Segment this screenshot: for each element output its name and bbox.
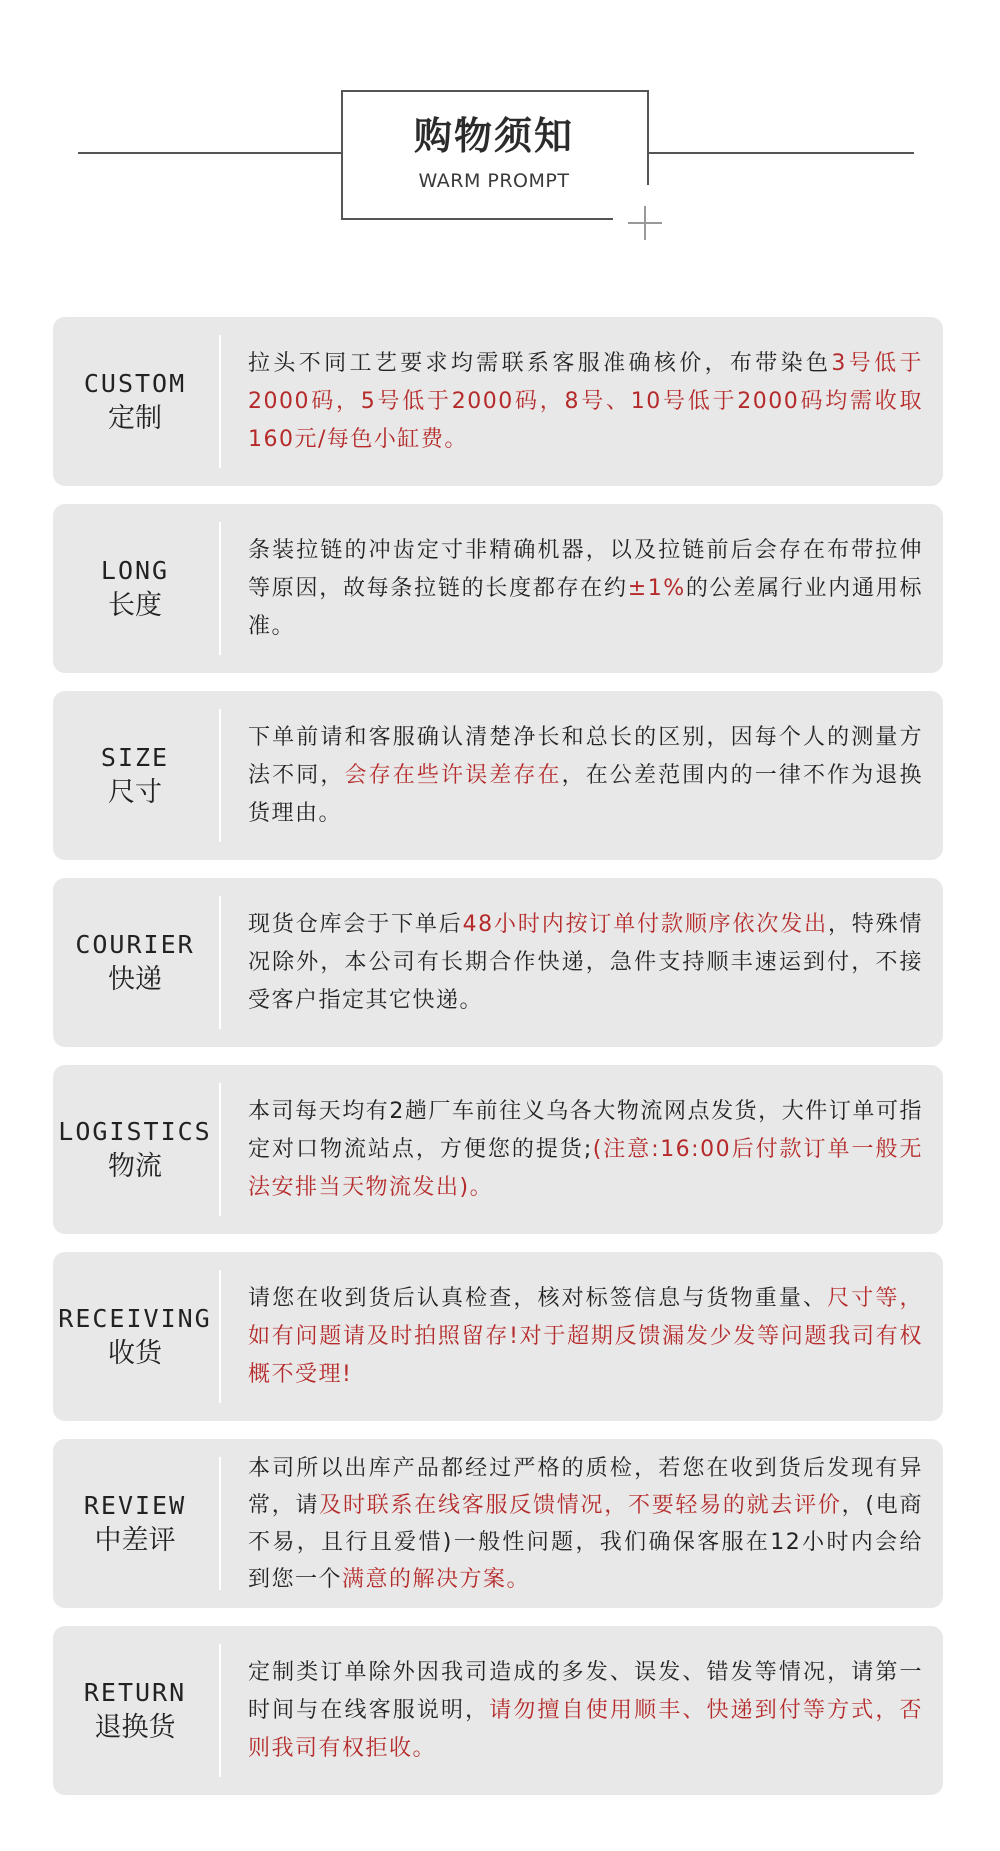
card-text [248,906,923,1020]
highlight-text: 请勿擅自使用顺丰、快递到付等方式，否则我司有权拒收。 [248,1697,923,1761]
card-label-en: SIZE [100,742,170,772]
card-label-zh: 收货 [108,1337,162,1369]
highlight-text: 会存在些许误差存在 [344,762,562,788]
notice-card-return [53,1626,943,1795]
body-text: ，特殊情况除外，本公司有长期合作快递，急件支持顺丰速运到付，不接受客户指定其它快递。 [248,911,923,1013]
card-text [248,532,923,646]
body-text: 条装拉链的冲齿定寸非精确机器，以及拉链前后会存在布带拉伸等原因，故每条拉链的长度都存在约 [248,537,923,601]
notice-card-courier [53,878,943,1047]
highlight-text: 及时联系在线客服反馈情况，不要轻易的就去评价 [319,1492,842,1518]
card-text [248,1654,923,1768]
card-label-en: RETURN [83,1677,187,1707]
card-label-zh: 尺寸 [108,776,162,808]
header-divider-right [648,152,914,154]
highlight-text: 3号低于2000码，5号低于2000码，8号、10号低于2000码均需收取160元/每色小缸费。 [248,350,923,452]
card-label-zh: 长度 [108,589,162,621]
page-subtitle: WARM PROMPT [418,170,570,192]
highlight-text: 尺寸等，如有问题请及时拍照留存!对于超期反馈漏发少发等问题我司有权概不受理! [248,1285,923,1387]
card-label-zh: 退换货 [94,1711,176,1743]
card-label-en: RECEIVING [58,1303,212,1333]
card-label-en: CUSTOM [83,368,187,398]
notice-card-logistics [53,1065,943,1234]
card-divider [219,896,221,1029]
card-text [248,1093,923,1207]
card-text [248,345,923,459]
card-label-en: REVIEW [83,1490,187,1520]
card-label-en: LONG [100,555,170,585]
body-text: 本司所以出库产品都经过严格的质检，若您在收到货后发现有异常，请 [248,1455,923,1518]
card-text [248,1280,923,1394]
body-text: 请您在收到货后认真检查，核对标签信息与货物重量、 [248,1285,828,1311]
card-divider [219,1457,221,1590]
body-text: 本司每天均有2趟厂车前往义乌各大物流网点发货，大件订单可指定对口物流站点，方便您的提货; [248,1098,923,1162]
highlight-text: 满意的解决方案。 [342,1566,531,1592]
card-divider [219,1083,221,1216]
body-text: ，(电商不易，且行且爱惜)一般性问题，我们确保客服在12小时内会给到您一个 [248,1492,923,1592]
card-text [248,1450,923,1598]
card-label-en: LOGISTICS [58,1116,212,1146]
highlight-text: ±1% [627,575,686,601]
body-text: 拉头不同工艺要求均需联系客服准确核价，布带染色 [248,350,832,376]
card-label-zh: 物流 [108,1150,162,1182]
card-label-zh: 定制 [108,402,162,434]
card-divider [219,1644,221,1777]
notice-card-review [53,1439,943,1608]
highlight-text: 48小时内按订单付款顺序依次发出 [462,911,828,937]
card-label-zh: 快递 [108,963,162,995]
notice-card-size [53,691,943,860]
header-divider-left [78,152,342,154]
page-title: 购物须知 [413,114,574,158]
body-text: 下单前请和客服确认清楚净长和总长的区别，因每个人的测量方法不同， [248,724,923,788]
card-divider [219,522,221,655]
card-text [248,719,923,833]
body-text: 的公差属行业内通用标准。 [248,575,923,639]
notice-card-receiving [53,1252,943,1421]
highlight-text: (注意:16:00后付款订单一般无法安排当天物流发出)。 [248,1136,923,1200]
card-divider [219,335,221,468]
card-label-en: COURIER [75,929,195,959]
notice-card-long [53,504,943,673]
body-text: 现货仓库会于下单后 [248,911,463,937]
notice-list [53,317,943,1813]
body-text: ，在公差范围内的一律不作为退换货理由。 [248,762,923,826]
card-divider [219,1270,221,1403]
card-divider [219,709,221,842]
notice-card-custom [53,317,943,486]
card-label-zh: 中差评 [94,1524,176,1556]
body-text: 定制类订单除外因我司造成的多发、误发、错发等情况，请第一时间与在线客服说明， [248,1659,923,1723]
